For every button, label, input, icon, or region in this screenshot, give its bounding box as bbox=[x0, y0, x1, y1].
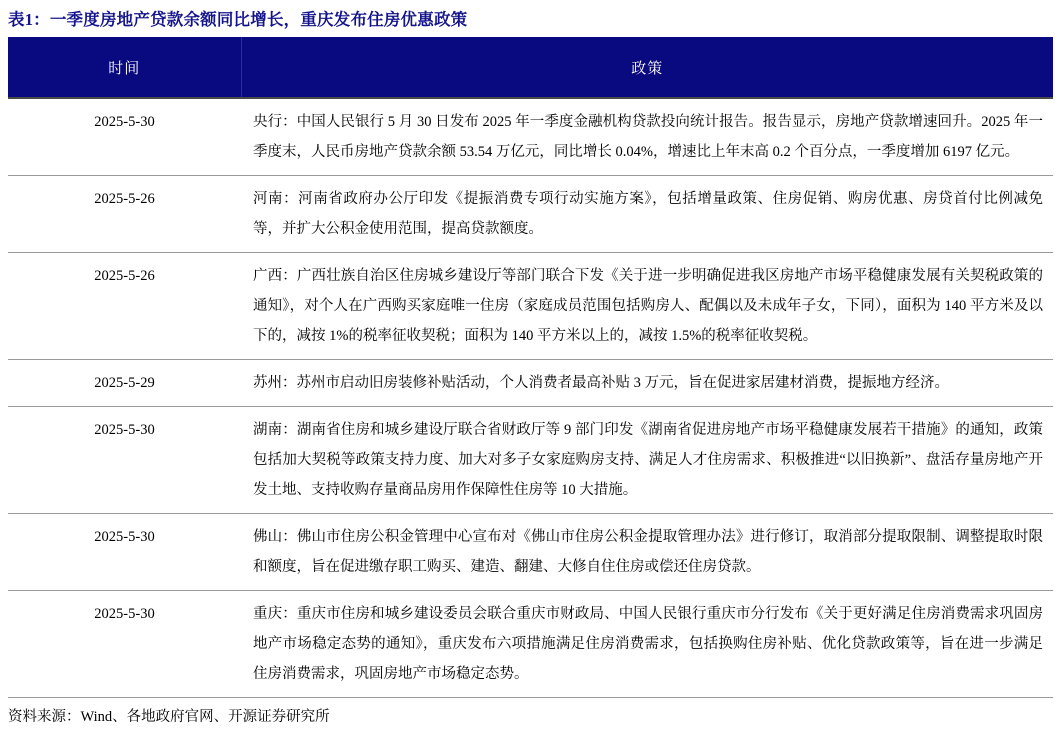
cell-time: 2025-5-29 bbox=[8, 360, 241, 407]
table-row bbox=[8, 591, 1053, 698]
cell-policy: 佛山：佛山市住房公积金管理中心宣布对《佛山市住房公积金提取管理办法》进行修订，取消部分提取限制、调整提取时限和额度，旨在促进缴存职工购买、建造、翻建、大修自住住房或偿还住房贷款。 bbox=[241, 514, 1053, 591]
table-row bbox=[8, 98, 1053, 176]
cell-time: 2025-5-30 bbox=[8, 591, 241, 698]
policy-table bbox=[8, 37, 1053, 698]
cell-policy: 重庆：重庆市住房和城乡建设委员会联合重庆市财政局、中国人民银行重庆市分行发布《关于更好满足住房消费需求巩固房地产市场稳定态势的通知》，重庆发布六项措施满足住房消费需求，包括换购住房补贴、优化贷款政策等，旨在进一步满足住房消费需求，巩固房地产市场稳定态势。 bbox=[241, 591, 1053, 698]
cell-policy: 湖南：湖南省住房和城乡建设厅联合省财政厅等 9 部门印发《湖南省促进房地产市场平稳健康发展若干措施》的通知，政策包括加大契税等政策支持力度、加大对多子女家庭购房支持、满足人才住房需求、积极推进“以旧换新”、盘活存量房地产开发土地、支持收购存量商品房用作保障性住房等 10 大措施。 bbox=[241, 407, 1053, 514]
cell-time: 2025-5-30 bbox=[8, 98, 241, 176]
table-row bbox=[8, 253, 1053, 360]
table-row bbox=[8, 407, 1053, 514]
table-row bbox=[8, 360, 1053, 407]
source-note: 资料来源：Wind、各地政府官网、开源证券研究所 bbox=[8, 709, 330, 726]
table-row bbox=[8, 514, 1053, 591]
cell-policy: 苏州：苏州市启动旧房装修补贴活动，个人消费者最高补贴 3 万元，旨在促进家居建材消费，提振地方经济。 bbox=[241, 360, 1053, 407]
page-title: 表1：一季度房地产贷款余额同比增长，重庆发布住房优惠政策 bbox=[8, 10, 468, 29]
table-row bbox=[8, 176, 1053, 253]
cell-time: 2025-5-30 bbox=[8, 514, 241, 591]
cell-time: 2025-5-26 bbox=[8, 253, 241, 360]
cell-policy: 河南：河南省政府办公厅印发《提振消费专项行动实施方案》，包括增量政策、住房促销、购房优惠、房贷首付比例减免等，并扩大公积金使用范围，提高贷款额度。 bbox=[241, 176, 1053, 253]
column-header-time: 时间 bbox=[8, 37, 241, 98]
column-header-policy: 政策 bbox=[241, 37, 1053, 98]
table-header-row bbox=[8, 37, 1053, 98]
cell-time: 2025-5-26 bbox=[8, 176, 241, 253]
cell-time: 2025-5-30 bbox=[8, 407, 241, 514]
table-body bbox=[8, 98, 1053, 698]
cell-policy: 广西：广西壮族自治区住房城乡建设厅等部门联合下发《关于进一步明确促进我区房地产市场平稳健康发展有关契税政策的通知》，对个人在广西购买家庭唯一住房（家庭成员范围包括购房人、配偶以及未成年子女，下同），面积为 140 平方米及以下的，减按 1%的税率征收契税；面积为 140 平方米以上的，减按 1.5%的税率征收契税。 bbox=[241, 253, 1053, 360]
table-header bbox=[8, 37, 1053, 98]
cell-policy: 央行：中国人民银行 5 月 30 日发布 2025 年一季度金融机构贷款投向统计报告。报告显示，房地产贷款增速回升。2025 年一季度末，人民币房地产贷款余额 53.54 万亿元，同比增长 0.04%，增速比上年末高 0.2 个百分点，一季度增加 6197 亿元。 bbox=[241, 98, 1053, 176]
